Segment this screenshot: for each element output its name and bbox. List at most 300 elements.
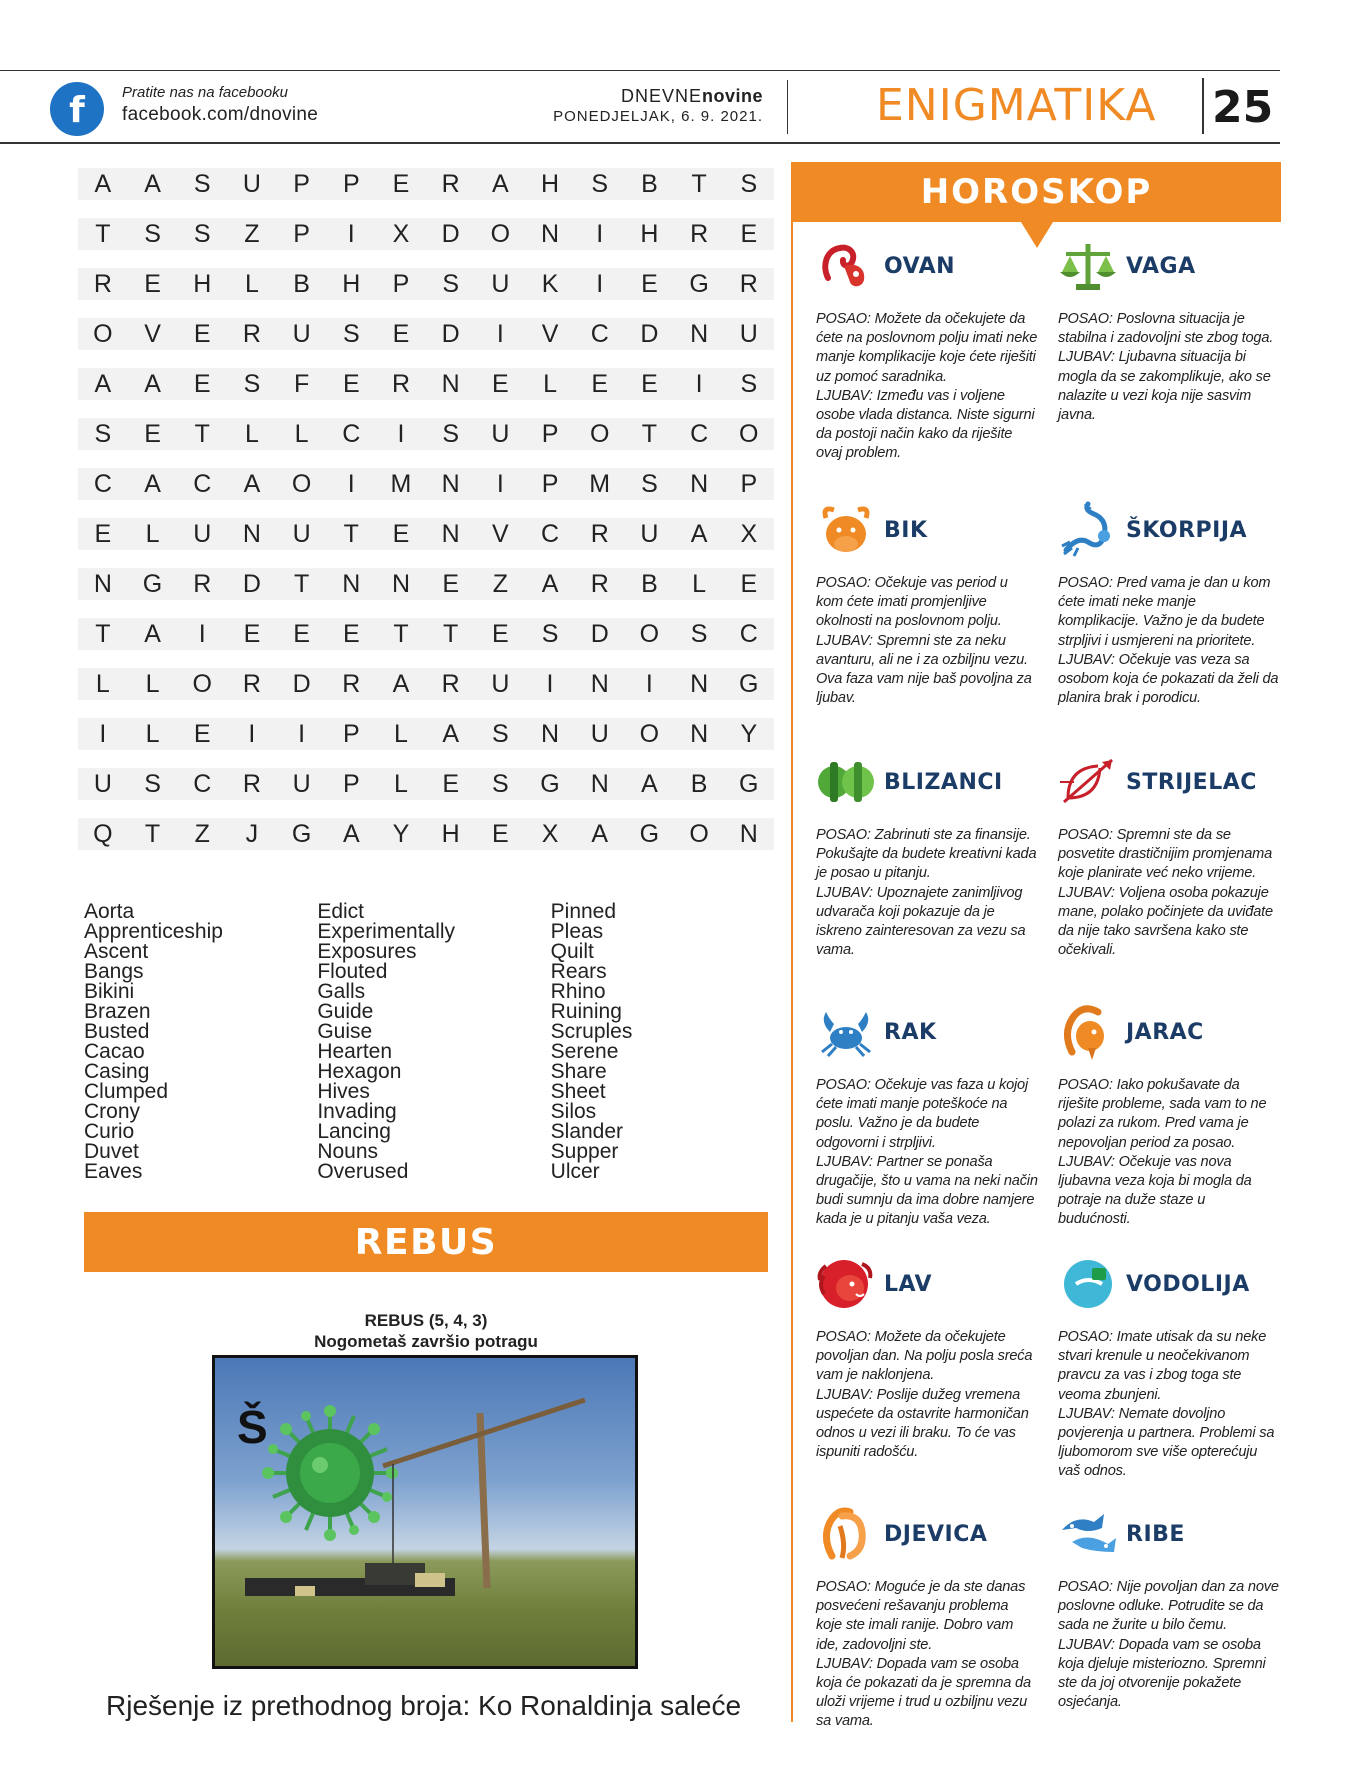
horoscope-sign-virgo	[816, 1504, 1038, 1732]
sign-name: VODOLIJA	[1126, 1272, 1250, 1297]
word-list-item: Experimentally	[317, 920, 456, 943]
grid-cell: S	[740, 170, 758, 198]
sign-header	[1058, 1002, 1280, 1062]
grid-cell: G	[739, 770, 759, 798]
grid-cell: A	[94, 170, 112, 198]
sign-work-text: POSAO: Možete da očekujete povoljan dan. Na polju posla sreća vam je naklonjena.	[816, 1329, 1033, 1384]
grid-cell: G	[142, 570, 163, 598]
sign-header	[816, 500, 1038, 560]
header-bottom-rule	[0, 142, 1280, 144]
grid-cell: D	[441, 220, 460, 248]
grid-cell: E	[342, 370, 360, 398]
sign-name: STRIJELAC	[1126, 770, 1257, 795]
grid-cell: S	[94, 420, 112, 448]
grid-cell: U	[93, 770, 112, 798]
grid-cell: I	[645, 670, 653, 698]
grid-cell: D	[441, 320, 460, 348]
sign-name: RAK	[884, 1020, 937, 1045]
word-list-item: Guise	[317, 1020, 373, 1043]
grid-row	[78, 818, 774, 868]
sign-text	[1058, 826, 1280, 960]
grid-cell: I	[198, 620, 206, 648]
sign-header	[816, 1254, 1038, 1314]
grid-cell: H	[342, 270, 361, 298]
grid-cell: S	[342, 320, 360, 348]
grid-cell: U	[193, 520, 212, 548]
grid-cell: T	[144, 820, 161, 848]
grid-cell: S	[591, 170, 609, 198]
grid-cell: U	[491, 270, 510, 298]
sign-love-text: LJUBAV: Upoznajete zanimljivog udvarača koji pokazuje da je iskreno zainteresovan za vezu sa vama.	[816, 884, 1026, 959]
grid-cell: H	[541, 170, 560, 198]
grid-cell: A	[94, 370, 112, 398]
sign-header	[816, 752, 1038, 812]
grid-cell: E	[392, 170, 410, 198]
word-list-item: Pinned	[550, 900, 617, 923]
header-top-rule	[0, 70, 1280, 71]
virus-image	[262, 1405, 398, 1541]
grid-cell: E	[641, 370, 658, 398]
grid-cell: P	[342, 770, 360, 798]
grid-cell: C	[590, 320, 609, 348]
facebook-follow-text: Pratite nas na facebooku	[122, 84, 288, 101]
sign-text	[816, 310, 1038, 464]
grid-cell: R	[690, 220, 709, 248]
grid-cell: E	[591, 370, 609, 398]
word-list-item: Aorta	[84, 900, 135, 923]
sign-work-text: POSAO: Moguće je da ste danas posvećeni rešavanju problema koje ste imali ranije. Dobro vam ide, zadovoljni ste.	[816, 1579, 1026, 1653]
sign-work-text: POSAO: Nije povoljan dan za nove poslovne odluke. Potrudite se da sada ne žurite u bilo čemu.	[1058, 1579, 1279, 1634]
grid-cell: A	[690, 520, 708, 548]
grid-cell: G	[540, 770, 560, 798]
grid-cell: I	[546, 670, 554, 698]
grid-cell: A	[144, 370, 161, 398]
grid-cell: E	[641, 270, 658, 298]
grid-cell: O	[689, 820, 709, 848]
sign-name: DJEVICA	[884, 1522, 988, 1547]
grid-row	[78, 768, 774, 818]
grid-row	[78, 168, 774, 218]
sign-name: LAV	[884, 1272, 933, 1297]
grid-cell: D	[640, 320, 659, 348]
word-list-item: Rears	[550, 960, 607, 983]
grid-cell: C	[93, 470, 112, 498]
grid-cell: I	[248, 720, 256, 748]
horoscope-sign-aquarius	[1058, 1254, 1280, 1482]
word-list-item: Exposures	[317, 940, 417, 963]
word-list-item: Pleas	[550, 920, 604, 943]
gemini-icon	[816, 752, 876, 812]
word-list-item: Rhino	[550, 980, 606, 1003]
sign-name: VAGA	[1126, 254, 1196, 279]
grid-cell: P	[740, 470, 758, 498]
sign-love-text: LJUBAV: Voljena osoba pokazuje mane, polako počinjete da uviđate da nije tako savršena kako ste očekivali.	[1058, 884, 1273, 959]
grid-cell: E	[492, 370, 509, 398]
grid-cell: N	[739, 820, 758, 848]
previous-solution: Rješenje iz prethodnog broja: Ko Ronaldinja saleće	[106, 1690, 742, 1721]
grid-cell: P	[293, 170, 310, 198]
grid-cell: O	[589, 420, 610, 448]
page-header	[0, 0, 1361, 150]
sign-love-text: LJUBAV: Dopada vam se osoba koja djeluje misteriozno. Spremni ste da joj otvorenije pokažete osjećanja.	[1058, 1636, 1266, 1711]
sign-work-text: POSAO: Možete da očekujete da ćete na poslovnom polju imati neke manje komplikacije koje ćete riješiti uz pomoć saradnika.	[816, 311, 1038, 385]
grid-cell: V	[144, 320, 161, 348]
grid-cell: A	[492, 170, 509, 198]
grid-cell: C	[690, 420, 709, 448]
grid-cell: T	[95, 220, 111, 248]
word-list-item: Galls	[317, 980, 366, 1003]
grid-row	[78, 418, 774, 468]
grid-cell: D	[242, 570, 261, 598]
grid-cell: I	[298, 720, 306, 748]
word-column	[551, 902, 784, 1182]
grid-cell: E	[144, 270, 161, 298]
issue-date: PONEDJELJAK, 6. 9. 2021.	[553, 108, 763, 125]
grid-cell: Z	[244, 220, 260, 248]
grid-row	[78, 618, 774, 668]
grid-cell: P	[541, 420, 559, 448]
word-list-item: Curio	[84, 1120, 135, 1143]
sign-love-text: LJUBAV: Ljubavna situacija bi mogla da se zakomplikuje, ako se nalazite u vezi koja nije sasvim javna.	[1058, 349, 1271, 424]
header-divider	[787, 80, 788, 134]
word-list-item: Ulcer	[550, 1160, 600, 1183]
grid-cell: V	[492, 520, 509, 548]
grid-cell: E	[492, 620, 509, 648]
grid-cell: R	[242, 320, 261, 348]
word-list-item: Sheet	[550, 1080, 606, 1103]
sign-text	[816, 826, 1038, 960]
sign-love-text: LJUBAV: Između vas i voljene osobe vlada distanca. Niste sigurni da postoji način kako da riješite ovaj problem.	[816, 387, 1035, 462]
grid-cell: U	[292, 320, 311, 348]
grid-cell: K	[541, 270, 559, 298]
header-divider	[1202, 78, 1204, 134]
grid-cell: I	[596, 220, 604, 248]
grid-cell: G	[291, 820, 312, 848]
grid-cell: B	[690, 770, 708, 798]
grid-cell: T	[293, 570, 310, 598]
grid-cell: N	[690, 670, 709, 698]
grid-cell: N	[541, 720, 560, 748]
grid-cell: S	[690, 620, 708, 648]
grid-cell: S	[193, 170, 211, 198]
grid-cell: A	[144, 470, 161, 498]
sign-text	[1058, 1076, 1280, 1230]
grid-cell: U	[739, 320, 758, 348]
grid-cell: A	[541, 570, 559, 598]
grid-cell: E	[492, 820, 509, 848]
grid-cell: L	[95, 670, 110, 698]
horoscope-sign-pisces	[1058, 1504, 1280, 1712]
sign-love-text: LJUBAV: Partner se ponaša drugačije, što u vama na neki način budi sumnju da ima dobre namjere kada je u pitanju vaša veza.	[816, 1153, 1038, 1228]
grid-cell: C	[342, 420, 361, 448]
grid-cell: S	[492, 770, 509, 798]
grid-cell: X	[392, 220, 410, 248]
sign-love-text: LJUBAV: Poslije dužeg vremena uspećete da ostavrite harmoničan odnos u vezi ili braku. To će vas ispuniti radošću.	[816, 1386, 1029, 1461]
sign-love-text: LJUBAV: Očekuje vas veza sa osobom koja će pokazati da želi da planira brak i porodicu.	[1058, 651, 1279, 707]
grid-cell: A	[342, 820, 360, 848]
rebus-image	[212, 1355, 638, 1669]
grid-cell: S	[144, 220, 161, 248]
grid-cell: T	[393, 620, 409, 648]
grid-cell: P	[342, 720, 360, 748]
taurus-icon	[816, 500, 876, 560]
word-list-item: Busted	[84, 1020, 150, 1043]
grid-cell: O	[639, 720, 660, 748]
grid-cell: N	[441, 470, 460, 498]
grid-cell: L	[244, 270, 259, 298]
grid-cell: C	[193, 770, 212, 798]
grid-row	[78, 268, 774, 318]
grid-row	[78, 668, 774, 718]
sign-love-text: LJUBAV: Spremni ste za neku avanturu, ali ne i za ozbiljnu vezu. Ova faza vam nije baš povoljna za ljubav.	[816, 632, 1032, 707]
grid-cell: L	[145, 520, 160, 548]
sign-name: BLIZANCI	[884, 770, 1003, 795]
grid-cell: L	[294, 420, 309, 448]
grid-cell: Y	[740, 720, 758, 748]
grid-cell: N	[242, 520, 261, 548]
scorpio-icon	[1058, 500, 1118, 560]
facebook-url[interactable]: facebook.com/dnovine	[122, 104, 319, 125]
grid-cell: T	[194, 420, 210, 448]
sign-work-text: POSAO: Spremni ste da se posvetite drastičnijim promjenama koje planirate već neko vrijeme.	[1058, 827, 1273, 882]
rebus-picture	[215, 1358, 638, 1669]
grid-cell: N	[690, 720, 709, 748]
grid-row	[78, 718, 774, 768]
grid-cell: U	[242, 170, 261, 198]
leo-icon	[816, 1254, 876, 1314]
sign-work-text: POSAO: Iako pokušavate da riješite probleme, sada vam to ne polazi za rukom. Pred vama je nepovoljan period za posao.	[1058, 1077, 1267, 1151]
grid-cell: D	[292, 670, 311, 698]
grid-cell: D	[590, 620, 609, 648]
horoscope-sign-libra	[1058, 236, 1280, 425]
grid-cell: C	[739, 620, 758, 648]
grid-cell: A	[144, 620, 161, 648]
grid-cell: E	[442, 570, 459, 598]
facebook-icon[interactable]: f	[50, 82, 104, 136]
grid-cell: E	[342, 620, 360, 648]
grid-cell: R	[342, 670, 361, 698]
horoscope-sign-scorpio	[1058, 500, 1280, 708]
grid-cell: I	[496, 470, 504, 498]
grid-cell: I	[496, 320, 504, 348]
word-list-item: Share	[550, 1060, 607, 1083]
grid-cell: E	[193, 370, 211, 398]
grid-cell: R	[93, 270, 112, 298]
word-list-item: Cacao	[84, 1040, 145, 1063]
grid-cell: Y	[392, 820, 410, 848]
grid-cell: T	[343, 520, 359, 548]
horoscope-sign-cancer	[816, 1002, 1038, 1230]
word-list-item: Eaves	[84, 1160, 143, 1183]
grid-row	[78, 518, 774, 568]
grid-cell: N	[590, 670, 609, 698]
grid-cell: E	[243, 620, 261, 648]
grid-cell: T	[691, 170, 707, 198]
section-title: ENIGMATIKA	[876, 80, 1157, 131]
grid-row	[78, 468, 774, 518]
horoscope-sign-sagittarius	[1058, 752, 1280, 960]
grid-cell: L	[394, 720, 408, 748]
sign-work-text: POSAO: Zabrinuti ste za finansije. Pokušajte da budete kreativni kada je posao u pitanju.	[816, 827, 1037, 882]
grid-cell: R	[590, 520, 609, 548]
sign-work-text: POSAO: Očekuje vas period u kom ćete imati promjenljive okolnosti na poslovnom polju.	[816, 575, 1008, 630]
word-list-item: Invading	[317, 1100, 397, 1123]
grid-cell: I	[347, 220, 355, 248]
grid-cell: R	[739, 270, 758, 298]
sign-text	[816, 1328, 1038, 1462]
horoscope-sign-leo	[816, 1254, 1038, 1462]
sign-name: BIK	[884, 518, 928, 543]
grid-cell: M	[390, 470, 412, 498]
grid-cell: P	[293, 220, 310, 248]
sign-header	[816, 1504, 1038, 1564]
grid-cell: N	[690, 470, 709, 498]
grid-cell: S	[144, 770, 161, 798]
grid-cell: A	[641, 770, 658, 798]
grid-cell: E	[740, 220, 758, 248]
grid-cell: B	[641, 170, 658, 198]
virgo-icon	[816, 1504, 876, 1564]
grid-cell: N	[441, 370, 460, 398]
grid-cell: U	[590, 720, 609, 748]
sagittarius-icon	[1058, 752, 1118, 812]
grid-cell: I	[99, 720, 107, 748]
grid-cell: I	[596, 270, 604, 298]
grid-cell: A	[144, 170, 161, 198]
grid-cell: P	[541, 470, 559, 498]
word-list-item: Bangs	[84, 960, 144, 983]
rebus-pattern: REBUS (5, 4, 3)	[364, 1311, 488, 1330]
sign-name: OVAN	[884, 254, 956, 279]
word-list-item: Quilt	[550, 940, 594, 963]
grid-cell: A	[392, 670, 410, 698]
sign-name: RIBE	[1126, 1522, 1185, 1547]
grid-cell: S	[641, 470, 658, 498]
grid-cell: N	[391, 570, 410, 598]
word-list-item: Slander	[550, 1120, 624, 1143]
page-number: 25	[1212, 82, 1274, 133]
grid-cell: F	[293, 370, 310, 398]
grid-cell: A	[243, 470, 261, 498]
grid-cell: U	[292, 770, 311, 798]
horoscope-sign-aries	[816, 236, 1038, 464]
word-list-item: Silos	[550, 1100, 597, 1123]
grid-cell: N	[690, 320, 709, 348]
word-list-item: Apprenticeship	[84, 920, 223, 943]
aquarius-icon	[1058, 1254, 1118, 1314]
grid-cell: I	[397, 420, 405, 448]
grid-cell: X	[740, 520, 758, 548]
horoscope-banner	[792, 162, 1281, 222]
grid-cell: H	[193, 270, 212, 298]
sign-love-text: LJUBAV: Očekuje vas nova ljubavna veza koja bi mogla da potraje na duže staze u budućnosti.	[1058, 1153, 1252, 1228]
grid-cell: C	[193, 470, 212, 498]
horoscope-sign-gemini	[816, 752, 1038, 960]
word-list-item: Supper	[550, 1140, 619, 1163]
word-list-item: Scruples	[550, 1020, 633, 1043]
newspaper-name	[621, 86, 763, 107]
horoscope-rule	[791, 162, 793, 1722]
sign-text	[1058, 1328, 1280, 1482]
sign-text	[816, 1578, 1038, 1732]
rebus-clue: Nogometaš završio potragu	[314, 1332, 538, 1351]
grid-cell: L	[145, 670, 160, 698]
word-list-item: Serene	[550, 1040, 619, 1063]
grid-cell: R	[441, 670, 460, 698]
grid-row	[78, 568, 774, 618]
grid-cell: N	[441, 520, 460, 548]
grid-cell: E	[740, 570, 758, 598]
word-list-item: Lancing	[317, 1120, 391, 1143]
grid-cell: U	[491, 670, 510, 698]
grid-cell: H	[441, 820, 460, 848]
grid-cell: L	[692, 570, 707, 598]
grid-cell: E	[392, 520, 410, 548]
grid-cell: Z	[194, 820, 210, 848]
pisces-icon	[1058, 1504, 1118, 1564]
word-column	[84, 902, 317, 1182]
word-list-item: Ascent	[84, 940, 149, 963]
grid-cell: R	[193, 570, 212, 598]
sign-header	[1058, 500, 1280, 560]
grid-cell: C	[541, 520, 560, 548]
grid-cell: R	[242, 670, 261, 698]
grid-cell: R	[590, 570, 609, 598]
grid-cell: S	[442, 270, 459, 298]
sign-love-text: LJUBAV: Dopada vam se osoba koja će pokazati da je spremna da uloži vrijeme i trud u ozbiljnu vezu sa vama.	[816, 1655, 1031, 1730]
grid-row	[78, 318, 774, 368]
sign-header	[816, 236, 1038, 296]
grid-cell: S	[193, 220, 211, 248]
grid-cell: E	[94, 520, 112, 548]
word-list-item: Hearten	[317, 1040, 393, 1063]
sign-text	[816, 574, 1038, 708]
grid-cell: B	[293, 270, 310, 298]
word-list-item: Edict	[317, 900, 365, 923]
grid-cell: N	[541, 220, 560, 248]
sign-text	[1058, 310, 1280, 425]
grid-cell: R	[391, 370, 410, 398]
grid-cell: O	[192, 670, 212, 698]
word-list-item: Crony	[84, 1100, 141, 1123]
grid-cell: O	[739, 420, 759, 448]
sign-work-text: POSAO: Poslovna situacija je stabilna i zadovoljni ste zbog toga.	[1058, 311, 1274, 347]
grid-cell: E	[193, 720, 211, 748]
grid-cell: I	[695, 370, 703, 398]
word-list-item: Overused	[317, 1160, 409, 1183]
word-list-item: Nouns	[317, 1140, 379, 1163]
rebus-heading	[211, 1310, 641, 1352]
word-list-item: Flouted	[317, 960, 388, 983]
grid-cell: R	[441, 170, 460, 198]
sign-work-text: POSAO: Pred vama je dan u kom ćete imati neke manje komplikacije. Važno je da budete strpljivi i usmjereni na prioritete.	[1058, 575, 1271, 649]
word-list-item: Hives	[317, 1080, 370, 1103]
grid-cell: Q	[93, 820, 113, 848]
grid-cell: N	[342, 570, 361, 598]
word-search-grid	[78, 168, 774, 868]
grid-cell: E	[144, 420, 161, 448]
grid-cell: L	[394, 770, 408, 798]
horoscope-sign-capricorn	[1058, 1002, 1280, 1230]
grid-cell: J	[245, 820, 259, 848]
grid-cell: S	[442, 420, 459, 448]
rebus-letter: Š	[237, 1401, 268, 1453]
sign-text	[1058, 1578, 1280, 1712]
word-search-list	[84, 902, 784, 1182]
grid-cell: P	[342, 170, 360, 198]
capricorn-icon	[1058, 1002, 1118, 1062]
word-list-item: Duvet	[84, 1140, 139, 1163]
